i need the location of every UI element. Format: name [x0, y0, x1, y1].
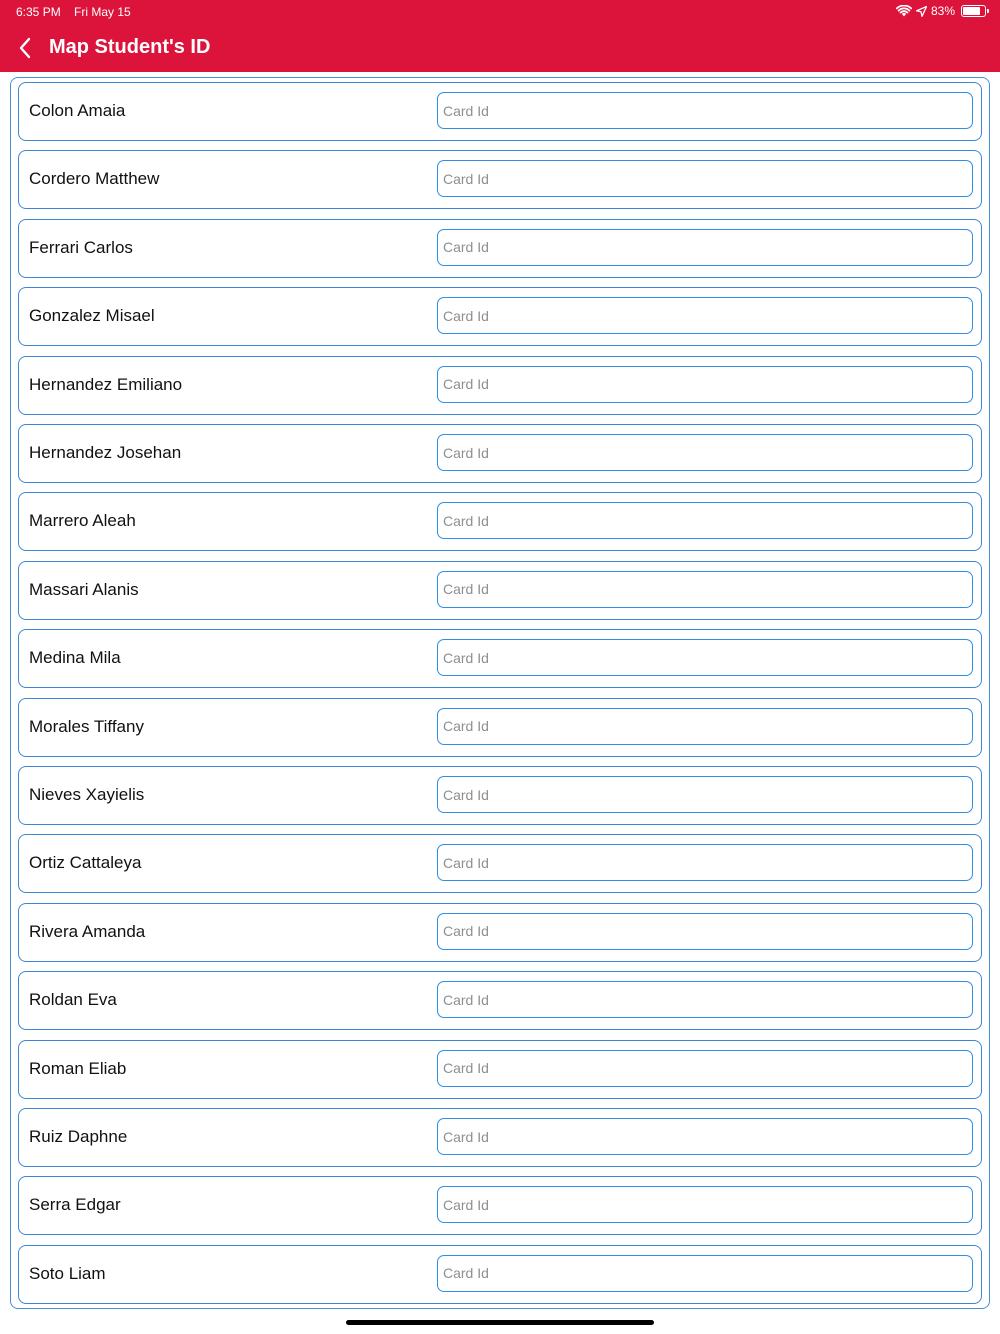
- location-arrow-icon: [916, 6, 927, 17]
- student-row: [18, 903, 982, 962]
- page-title: Map Student's ID: [49, 36, 211, 58]
- card-id-input[interactable]: [437, 776, 973, 813]
- card-id-input[interactable]: [437, 92, 973, 129]
- card-id-input[interactable]: [437, 844, 973, 881]
- card-id-input[interactable]: [437, 229, 973, 266]
- chevron-left-icon: [14, 47, 38, 64]
- student-name: Morales Tiffany: [29, 716, 144, 736]
- battery-level: [963, 7, 980, 15]
- card-id-input[interactable]: [437, 981, 973, 1018]
- student-row: [18, 150, 982, 209]
- student-name: Ferrari Carlos: [29, 237, 133, 257]
- student-name: Gonzalez Misael: [29, 306, 155, 326]
- student-name: Cordero Matthew: [29, 169, 160, 189]
- student-row: [18, 1176, 982, 1235]
- card-id-input[interactable]: [437, 160, 973, 197]
- card-id-input[interactable]: [437, 1186, 973, 1223]
- battery-icon: [961, 5, 986, 17]
- card-id-input[interactable]: [437, 639, 973, 676]
- student-name: Hernandez Emiliano: [29, 374, 183, 394]
- card-id-input[interactable]: [437, 1050, 973, 1087]
- student-row: [18, 698, 982, 757]
- student-name: Rivera Amanda: [29, 921, 146, 941]
- student-name: Marrero Aleah: [29, 511, 136, 531]
- card-id-input[interactable]: [437, 434, 973, 471]
- student-name: Medina Mila: [29, 648, 121, 668]
- student-row: [18, 834, 982, 893]
- wifi-icon: [896, 5, 912, 17]
- student-row: [18, 219, 982, 278]
- status-date: Fri May 15: [74, 5, 131, 19]
- battery-percent: 83%: [930, 4, 955, 18]
- app-header: [0, 0, 1000, 72]
- student-row: [18, 1245, 982, 1304]
- student-name: Nieves Xayielis: [29, 785, 145, 804]
- card-id-input[interactable]: [437, 1255, 973, 1292]
- back-button[interactable]: [14, 36, 38, 60]
- student-row: [18, 356, 982, 415]
- status-indicators: [896, 4, 986, 18]
- student-row: [18, 82, 982, 141]
- card-id-input[interactable]: [437, 366, 973, 403]
- card-id-input[interactable]: [437, 502, 973, 539]
- student-row: [18, 971, 982, 1030]
- card-id-input[interactable]: [437, 708, 973, 745]
- student-row: [18, 1108, 982, 1167]
- home-indicator[interactable]: [346, 1320, 654, 1325]
- card-id-input[interactable]: [437, 913, 973, 950]
- student-row: [18, 424, 982, 483]
- student-row: [18, 561, 982, 620]
- student-row: [18, 492, 982, 551]
- student-row: [18, 287, 982, 346]
- student-row: [18, 766, 982, 825]
- student-name: Hernandez Josehan: [29, 443, 182, 462]
- student-name: Ortiz Cattaleya: [29, 853, 142, 873]
- student-name: Colon Amaia: [29, 101, 126, 120]
- card-id-input[interactable]: [437, 571, 973, 608]
- student-name: Roman Eliab: [29, 1058, 127, 1078]
- card-id-input[interactable]: [437, 1118, 973, 1155]
- student-name: Roldan Eva: [29, 990, 117, 1010]
- student-name: Massari Alanis: [29, 579, 139, 599]
- student-list[interactable]: [10, 77, 990, 1309]
- navigation-bar: [0, 28, 1000, 68]
- status-bar: [0, 0, 1000, 24]
- student-name: Serra Edgar: [29, 1195, 121, 1215]
- student-name: Soto Liam: [29, 1263, 106, 1283]
- student-name: Ruiz Daphne: [29, 1127, 128, 1146]
- student-row: [18, 1040, 982, 1099]
- status-time: 6:35 PM: [16, 5, 61, 19]
- student-row: [18, 629, 982, 688]
- card-id-input[interactable]: [437, 297, 973, 334]
